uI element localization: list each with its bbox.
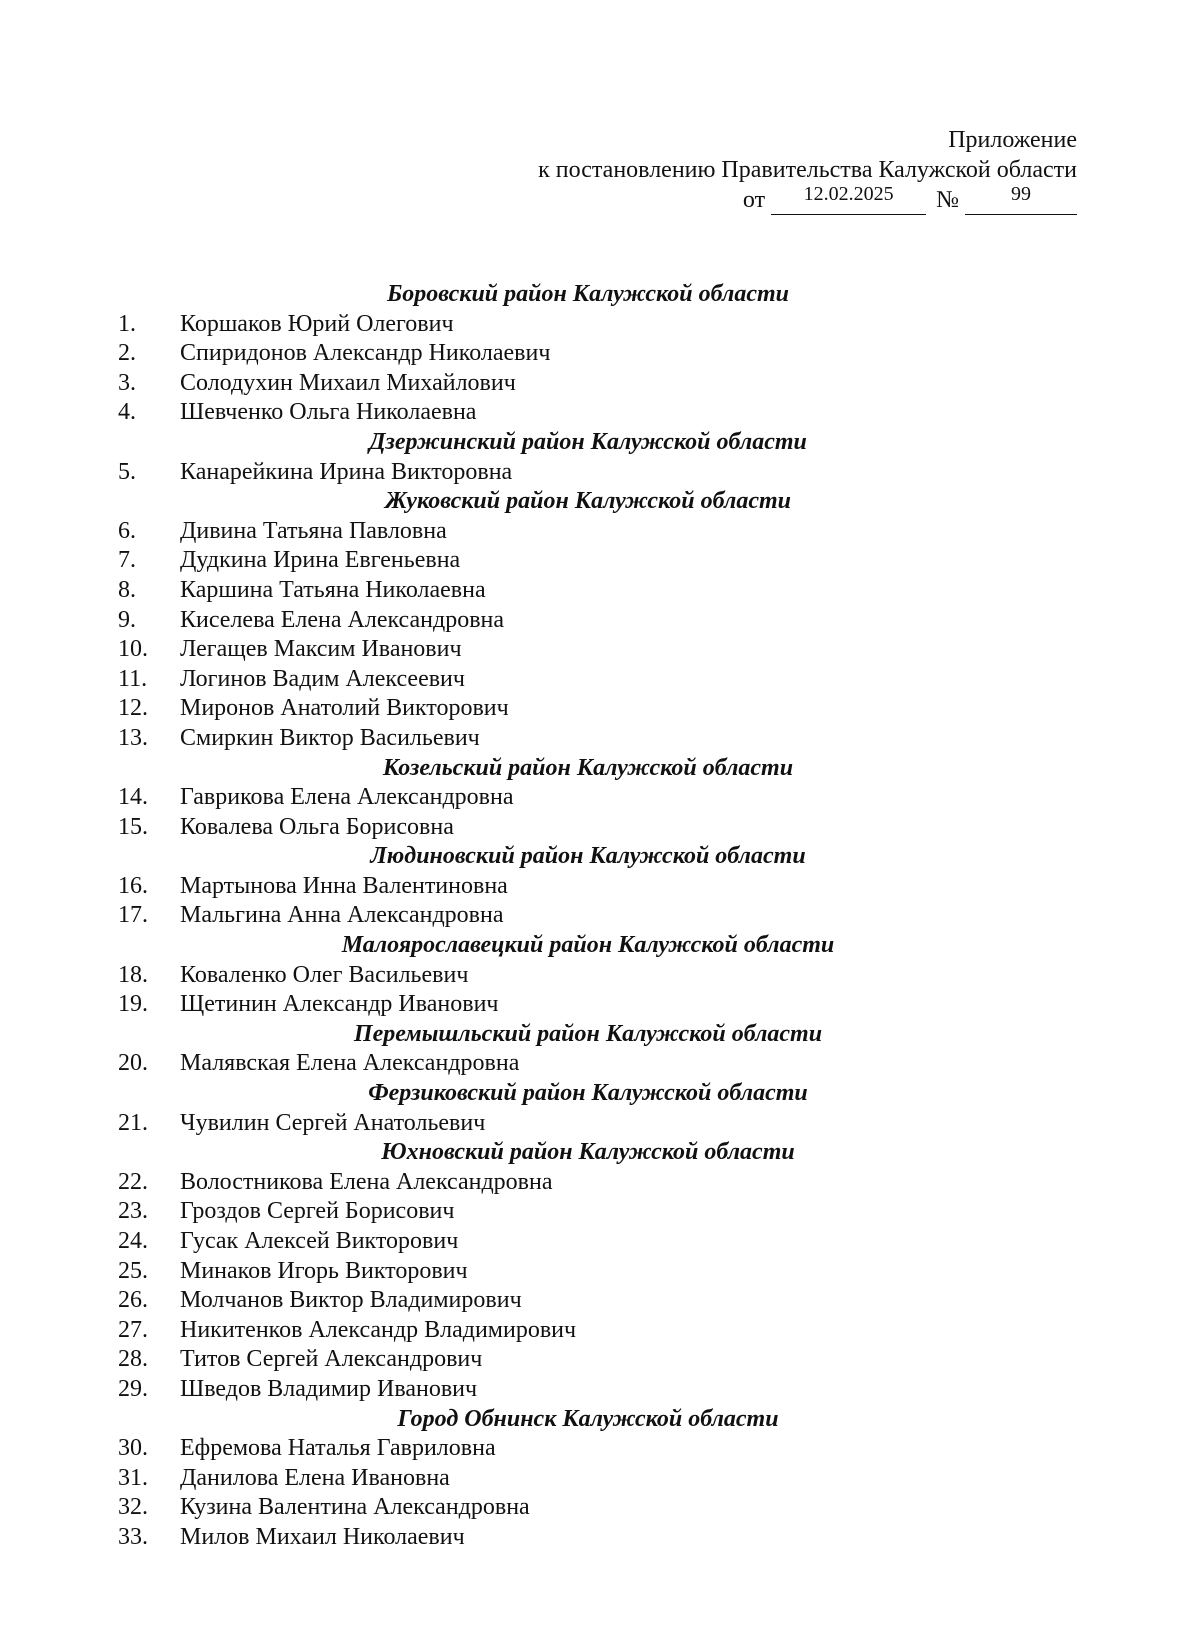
item-number: 25. bbox=[118, 1257, 148, 1284]
item-number: 10. bbox=[118, 636, 148, 663]
list-item bbox=[118, 369, 1018, 399]
item-number: 15. bbox=[118, 813, 148, 840]
item-number: 16. bbox=[118, 872, 148, 899]
person-name: Минаков Игорь Викторович bbox=[180, 1257, 468, 1284]
person-name: Солодухин Михаил Михайлович bbox=[180, 369, 516, 396]
district-heading: Город Обнинск Калужской области bbox=[397, 1405, 779, 1432]
item-number: 14. bbox=[118, 784, 148, 811]
date-value: 12.02.2025 bbox=[803, 183, 894, 205]
person-name: Данилова Елена Ивановна bbox=[180, 1464, 450, 1491]
list-item bbox=[118, 1434, 1018, 1464]
from-label: от bbox=[742, 187, 766, 213]
item-number: 32. bbox=[118, 1494, 148, 1521]
list-item bbox=[118, 1464, 1018, 1494]
list-item bbox=[118, 724, 1018, 754]
list-item bbox=[118, 1523, 1018, 1553]
person-name: Спиридонов Александр Николаевич bbox=[180, 340, 551, 367]
person-name: Гроздов Сергей Борисович bbox=[180, 1198, 455, 1225]
person-name: Малявская Елена Александровна bbox=[180, 1050, 520, 1077]
number-field bbox=[965, 183, 1077, 215]
person-name: Молчанов Виктор Владимирович bbox=[180, 1287, 522, 1314]
item-number: 19. bbox=[118, 991, 148, 1018]
district-heading: Ферзиковский район Калужской области bbox=[368, 1080, 808, 1107]
list-item bbox=[118, 1197, 1018, 1227]
person-name: Шведов Владимир Иванович bbox=[180, 1375, 478, 1402]
document-header bbox=[538, 125, 1077, 215]
list-item bbox=[118, 1375, 1018, 1405]
list-item bbox=[118, 1109, 1018, 1139]
list-item bbox=[118, 1227, 1018, 1257]
list-item bbox=[118, 339, 1018, 369]
list-item bbox=[118, 1049, 1018, 1079]
person-name: Миронов Анатолий Викторович bbox=[180, 695, 509, 722]
list-item bbox=[118, 517, 1018, 547]
item-number: 26. bbox=[118, 1287, 148, 1314]
person-name: Канарейкина Ирина Викторовна bbox=[180, 458, 513, 485]
list-item bbox=[118, 1316, 1018, 1346]
person-name: Коршаков Юрий Олегович bbox=[180, 310, 454, 337]
list-item bbox=[118, 1493, 1018, 1523]
person-name: Логинов Вадим Алексеевич bbox=[180, 665, 465, 692]
item-number: 8. bbox=[118, 576, 136, 603]
item-number: 24. bbox=[118, 1228, 148, 1254]
list-item bbox=[118, 458, 1018, 488]
district-heading: Дзержинский район Калужской области bbox=[369, 428, 807, 455]
list-item bbox=[118, 1168, 1018, 1198]
item-number: 17. bbox=[118, 902, 148, 929]
appendix-title: Приложение bbox=[948, 127, 1077, 153]
item-number: 4. bbox=[118, 399, 136, 426]
list-item bbox=[118, 1286, 1018, 1316]
list-item bbox=[118, 546, 1018, 576]
item-number: 3. bbox=[118, 369, 136, 396]
list-item bbox=[118, 783, 1018, 813]
person-name: Киселева Елена Александровна bbox=[180, 606, 505, 633]
district-heading: Малоярославецкий район Калужской области bbox=[341, 932, 835, 959]
district-heading: Юхновский район Калужской области bbox=[381, 1139, 795, 1166]
list-item bbox=[118, 665, 1018, 695]
list-item bbox=[118, 1257, 1018, 1287]
item-number: 23. bbox=[118, 1198, 148, 1225]
district-heading: Перемышльский район Калужской области bbox=[353, 1020, 823, 1047]
person-name: Каршина Татьяна Николаевна bbox=[180, 576, 486, 603]
list-item bbox=[118, 901, 1018, 931]
person-name: Мальгина Анна Александровна bbox=[180, 902, 504, 929]
list-item bbox=[118, 961, 1018, 991]
list-item bbox=[118, 310, 1018, 340]
item-number: 1. bbox=[118, 310, 136, 337]
person-name: Милов Михаил Николаевич bbox=[180, 1523, 465, 1550]
list-item bbox=[118, 1345, 1018, 1375]
person-name: Чувилин Сергей Анатольевич bbox=[180, 1109, 486, 1136]
list-item bbox=[118, 606, 1018, 636]
district-heading: Козельский район Калужской области bbox=[382, 754, 794, 781]
item-number: 21. bbox=[118, 1109, 148, 1136]
people-list bbox=[118, 280, 1018, 1553]
item-number: 18. bbox=[118, 961, 148, 988]
person-name: Легащев Максим Иванович bbox=[180, 636, 462, 663]
item-number: 7. bbox=[118, 547, 136, 574]
date-number-line bbox=[538, 185, 1077, 215]
person-name: Дудкина Ирина Евгеньевна bbox=[180, 547, 461, 574]
item-number: 33. bbox=[118, 1523, 148, 1550]
item-number: 31. bbox=[118, 1464, 148, 1491]
district-heading: Людиновский район Калужской области bbox=[370, 843, 806, 870]
item-number: 13. bbox=[118, 724, 148, 751]
list-item bbox=[118, 990, 1018, 1020]
district-heading: Боровский район Калужской области bbox=[386, 281, 790, 307]
person-name: Шевченко Ольга Николаевна bbox=[180, 399, 477, 426]
item-number: 28. bbox=[118, 1346, 148, 1373]
person-name: Дивина Татьяна Павловна bbox=[180, 517, 447, 544]
item-number: 22. bbox=[118, 1168, 148, 1195]
item-number: 6. bbox=[118, 517, 136, 544]
person-name: Коваленко Олег Васильевич bbox=[180, 961, 469, 988]
item-number: 20. bbox=[118, 1050, 148, 1077]
person-name: Титов Сергей Александрович bbox=[180, 1346, 483, 1373]
person-name: Смиркин Виктор Васильевич bbox=[180, 724, 480, 751]
item-number: 12. bbox=[118, 695, 148, 722]
person-name: Щетинин Александр Иванович bbox=[180, 991, 499, 1018]
person-name: Ковалева Ольга Борисовна bbox=[180, 813, 454, 840]
appendix-subtitle: к постановлению Правительства Калужской области bbox=[538, 157, 1077, 183]
person-name: Кузина Валентина Александровна bbox=[180, 1494, 530, 1521]
item-number: 9. bbox=[118, 606, 136, 633]
item-number: 29. bbox=[118, 1375, 148, 1402]
item-number: 30. bbox=[118, 1435, 148, 1462]
person-name: Гаврикова Елена Александровна bbox=[180, 784, 514, 811]
person-name: Ефремова Наталья Гавриловна bbox=[180, 1435, 496, 1462]
person-name: Никитенков Александр Владимирович bbox=[180, 1316, 577, 1343]
list-item bbox=[118, 635, 1018, 665]
item-number: 27. bbox=[118, 1316, 148, 1343]
item-number: 5. bbox=[118, 458, 136, 485]
person-name: Мартынова Инна Валентиновна bbox=[180, 872, 508, 899]
list-item bbox=[118, 694, 1018, 724]
list-item bbox=[118, 576, 1018, 606]
list-item bbox=[118, 398, 1018, 428]
item-number: 2. bbox=[118, 340, 136, 367]
item-number: 11. bbox=[118, 665, 148, 692]
list-item bbox=[118, 872, 1018, 902]
number-label: № bbox=[936, 187, 959, 213]
district-heading: Жуковский район Калужской области bbox=[384, 488, 791, 515]
person-name: Волостникова Елена Александровна bbox=[180, 1168, 553, 1195]
list-item bbox=[118, 813, 1018, 843]
person-name: Гусак Алексей Викторович bbox=[180, 1228, 459, 1254]
date-field bbox=[771, 183, 926, 215]
number-value: 99 bbox=[1011, 183, 1031, 205]
